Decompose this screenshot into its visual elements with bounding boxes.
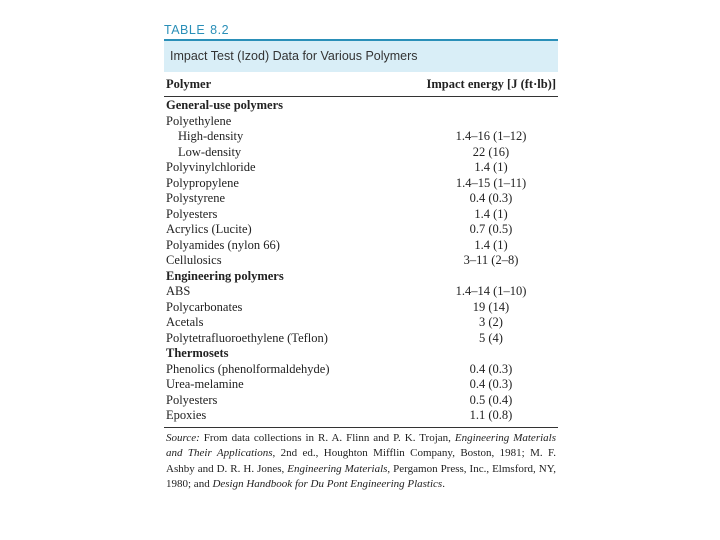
polymer-name: Acrylics (Lucite)	[166, 222, 252, 236]
impact-energy-value: 3 (2)	[479, 315, 503, 329]
table-row	[164, 300, 558, 316]
table-caption-bar	[164, 39, 558, 72]
table-row	[164, 408, 558, 424]
polymer-name: General-use polymers	[166, 98, 283, 112]
polymer-name: Polyesters	[166, 206, 218, 221]
table-section-row	[164, 269, 558, 285]
table-row	[164, 253, 558, 269]
impact-energy-value: 1.4–14 (1–10)	[455, 284, 527, 298]
table-label	[164, 22, 558, 39]
impact-energy-value	[426, 269, 556, 285]
source-text-3: , Pergamon Press, Inc., Elmsford, NY, 1980; and	[166, 462, 556, 490]
table-row	[164, 129, 558, 145]
polymer-name: Polyethylene	[166, 113, 232, 128]
source-text-1: From data collections in R. A. Flinn and P. K. Trojan,	[199, 431, 455, 444]
column-header-row	[164, 72, 558, 97]
impact-energy-value: 5 (4)	[479, 330, 503, 345]
source-text-2: , 2nd ed., Houghton Mifflin Company, Boston, 1981; M. F. Ashby and D. R. H. Jones,	[166, 447, 556, 475]
polymer-name: Polyesters	[166, 392, 218, 407]
polymer-name: Thermosets	[166, 346, 229, 360]
polymer-name: Polyvinylchloride	[166, 160, 256, 174]
column-header-polymer: Polymer	[166, 77, 212, 91]
table-row	[164, 191, 558, 207]
polymer-name: ABS	[166, 284, 191, 298]
polymer-name: Engineering polymers	[166, 268, 284, 283]
table-row	[164, 222, 558, 238]
impact-energy-value: 1.4 (1)	[474, 160, 508, 174]
impact-energy-value: 0.5 (0.4)	[469, 392, 513, 407]
impact-energy-value: 22 (16)	[472, 144, 510, 159]
table-label-text: TABLE	[164, 23, 206, 37]
impact-energy-value: 0.4 (0.3)	[469, 191, 513, 205]
polymer-name: Polytetrafluoroethylene (Teflon)	[166, 330, 328, 345]
polymer-name: Cellulosics	[166, 253, 222, 267]
polymer-name: Low-density	[178, 144, 242, 159]
table-row	[164, 315, 558, 331]
impact-energy-value: 0.7 (0.5)	[469, 222, 513, 236]
polymer-name: Acetals	[166, 315, 204, 329]
source-title-3: Design Handbook for Du Pont Engineering Plastics	[212, 478, 443, 490]
polymer-name: Polyamides (nylon 66)	[166, 237, 280, 252]
table-row	[164, 362, 558, 378]
table-row	[164, 176, 558, 192]
polymer-name: Epoxies	[166, 408, 207, 422]
table-row	[164, 145, 558, 161]
impact-energy-value: 0.4 (0.3)	[469, 377, 513, 391]
impact-energy-value	[426, 114, 556, 130]
impact-energy-value: 1.4 (1)	[474, 237, 508, 252]
table-section-row	[164, 346, 558, 362]
source-lead: Source:	[166, 431, 200, 444]
table-row	[164, 331, 558, 347]
impact-energy-value	[426, 346, 556, 362]
table-row	[164, 160, 558, 176]
polymer-name: Urea-melamine	[166, 377, 244, 391]
impact-energy-value: 0.4 (0.3)	[469, 361, 513, 376]
impact-energy-value: 1.1 (0.8)	[469, 408, 513, 422]
column-header-impact-energy: Impact energy [J (ft·lb)]	[426, 77, 556, 91]
table-row	[164, 284, 558, 300]
table-row	[164, 207, 558, 223]
impact-energy-value: 1.4–16 (1–12)	[455, 129, 527, 143]
table-row	[164, 377, 558, 393]
polymer-name: High-density	[178, 129, 244, 143]
polymer-name: Polycarbonates	[166, 299, 243, 314]
impact-energy-value: 1.4–15 (1–11)	[455, 175, 527, 190]
source-title-1: Engineering Materials and Their Applications	[166, 431, 556, 459]
table-source-note	[164, 428, 558, 493]
impact-energy-value: 19 (14)	[472, 299, 510, 314]
impact-energy-value: 1.4 (1)	[474, 206, 508, 221]
polymer-name: Polystyrene	[166, 191, 226, 205]
table-section-row	[164, 98, 558, 114]
polymer-name: Polypropylene	[166, 175, 239, 190]
polymer-name: Phenolics (phenolformaldehyde)	[166, 361, 330, 376]
source-title-2: Engineering Materials	[287, 462, 388, 475]
table-row	[164, 238, 558, 254]
source-text-4: .	[442, 478, 445, 490]
table-number: 8.2	[210, 23, 230, 37]
table-body	[164, 97, 558, 424]
table-caption: Impact Test (Izod) Data for Various Polymers	[170, 49, 418, 63]
table-row	[164, 393, 558, 409]
impact-energy-value	[426, 98, 556, 114]
table-row	[164, 114, 558, 130]
table-figure	[164, 22, 558, 493]
impact-energy-value: 3–11 (2–8)	[463, 253, 519, 267]
